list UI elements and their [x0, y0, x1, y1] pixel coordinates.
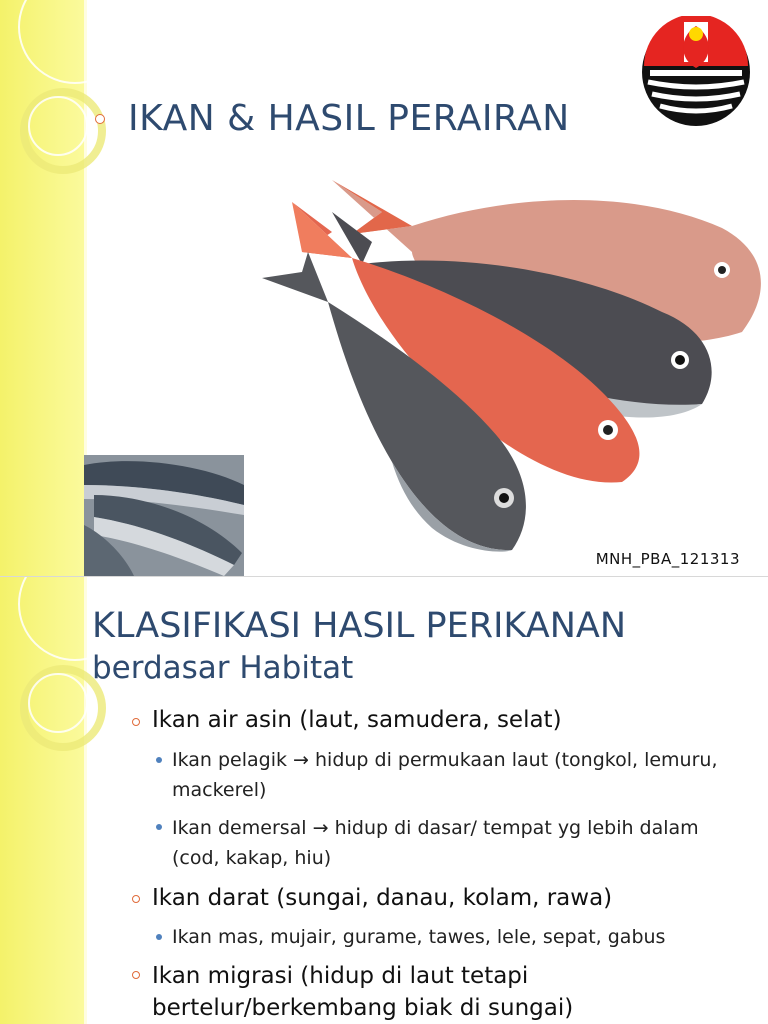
tuna-photo: [84, 455, 244, 576]
slide-subtitle: berdasar Habitat: [92, 650, 354, 686]
sub-list-item: Ikan mas, mujair, gurame, tawes, lele, sepat, gabus: [172, 926, 666, 948]
bullet-ring-icon: [132, 895, 140, 903]
fish-photo: [262, 172, 768, 562]
title-bullet-icon: [95, 114, 105, 124]
bullet-ring-icon: [132, 718, 140, 726]
list-item: Ikan migrasi (hidup di laut tetapi bertelur/berkembang biak di sungai): [152, 963, 574, 1021]
slide-code: MNH_PBA_121313: [595, 550, 740, 568]
slide-title: KLASIFIKASI HASIL PERIKANAN: [92, 606, 627, 646]
list-item: Ikan air asin (laut, samudera, selat): [152, 707, 562, 733]
bullet-ring-icon: [132, 971, 140, 979]
bullet-dot-icon: [156, 824, 162, 830]
bullet-dot-icon: [156, 934, 162, 940]
sub-list-item: Ikan demersal → hidup di dasar/ tempat yg lebih dalam (cod, kakap, hiu): [172, 817, 699, 869]
sub-list-item: Ikan pelagik → hidup di permukaan laut (tongkol, lemuru, mackerel): [172, 749, 718, 801]
university-logo: [640, 16, 752, 128]
slide-title: IKAN & HASIL PERAIRAN: [128, 98, 570, 139]
yellow-side-band: [0, 0, 84, 576]
list-item: Ikan darat (sungai, danau, kolam, rawa): [152, 885, 613, 911]
decor-ring: [28, 673, 88, 733]
bullet-dot-icon: [156, 757, 162, 763]
decor-ring: [28, 96, 88, 156]
